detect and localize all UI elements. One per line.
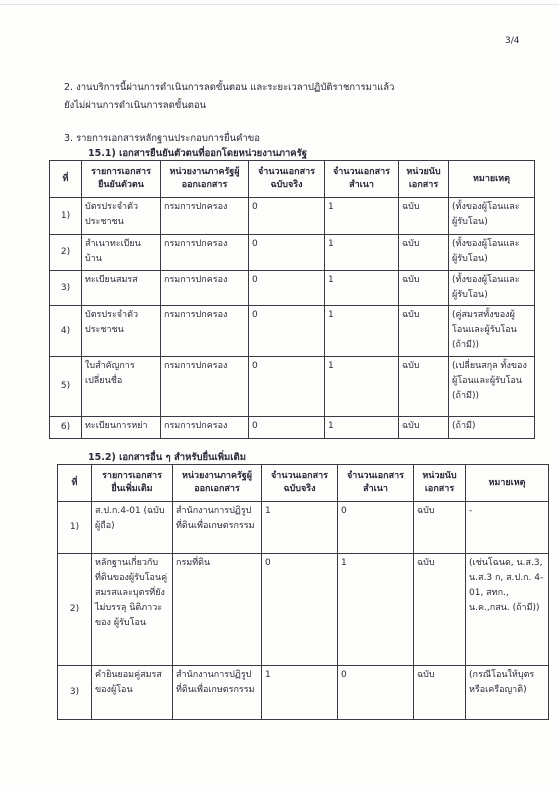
table-row	[58, 502, 549, 554]
col-header-note: หมายเหตุ	[449, 161, 535, 198]
top-rule	[0, 4, 559, 5]
row-note: (ถ้ามี)	[449, 417, 535, 439]
row-copy: 1	[325, 417, 399, 439]
row-document: คำยินยอมคู่สมรสของผู้โอน	[92, 666, 173, 720]
row-document: ทะเบียนสมรส	[82, 271, 161, 306]
row-unit: ฉบับ	[399, 417, 449, 439]
table-row	[50, 235, 535, 271]
row-note: (เปลี่ยนสกุล ทั้งของผู้โอนและผู้รับโอน (ถ้ามี))	[449, 357, 535, 417]
page-number: 3/4	[505, 36, 520, 46]
col-header-unit: หน่วยนับ เอกสาร	[414, 465, 466, 502]
row-unit: ฉบับ	[414, 502, 466, 554]
row-note: (ทั้งของผู้โอนและผู้รับโอน)	[449, 235, 535, 271]
row-agency: กรมการปกครอง	[161, 198, 249, 235]
col-header-document: รายการเอกสาร ยืนยันตัวตน	[82, 161, 161, 198]
row-original: 1	[262, 502, 338, 554]
col-header-note: หมายเหตุ	[466, 465, 549, 502]
col-header-copy-count: จำนวนเอกสาร สำเนา	[338, 465, 414, 502]
row-unit: ฉบับ	[399, 357, 449, 417]
row-agency: สำนักงานการปฏิรูปที่ดินเพื่อเกษตรกรรม	[173, 666, 262, 720]
row-unit: ฉบับ	[414, 554, 466, 666]
row-note: (ทั้งของผู้โอนและผู้รับโอน)	[449, 198, 535, 235]
table-header-row	[58, 465, 549, 502]
row-unit: ฉบับ	[399, 306, 449, 357]
table-row	[58, 666, 549, 720]
row-no: 5)	[50, 357, 82, 417]
col-header-no: ที่	[50, 161, 82, 198]
subsection-15-1-heading: 15.1) เอกสารยืนยันตัวตนที่ออกโดยหน่วยงานภาครัฐ	[88, 148, 308, 159]
row-no: 2)	[58, 554, 92, 666]
row-document: หลักฐานเกี่ยวกับที่ดินของผู้รับโอนคู่สมรสและบุตรที่ยังไม่บรรลุ นิติภาวะของ ผู้รับโอน	[92, 554, 173, 666]
row-agency: กรมการปกครอง	[161, 357, 249, 417]
row-no: 3)	[58, 666, 92, 720]
row-copy: 1	[325, 306, 399, 357]
row-document: บัตรประจำตัวประชาชน	[82, 306, 161, 357]
row-copy: 0	[338, 502, 414, 554]
row-no: 1)	[50, 198, 82, 235]
row-document: ใบสำคัญการเปลี่ยนชื่อ	[82, 357, 161, 417]
col-header-unit: หน่วยนับ เอกสาร	[399, 161, 449, 198]
row-no: 1)	[58, 502, 92, 554]
row-no: 3)	[50, 271, 82, 306]
row-note: (กรณีโอนให้บุตรหรือเครือญาติ)	[466, 666, 549, 720]
row-document: ส.ป.ก.4-01 (ฉบับผู้ถือ)	[92, 502, 173, 554]
col-header-no: ที่	[58, 465, 92, 502]
additional-documents-table	[57, 464, 549, 720]
table-row	[50, 306, 535, 357]
row-copy: 0	[338, 666, 414, 720]
row-original: 0	[249, 198, 325, 235]
row-original: 0	[249, 271, 325, 306]
row-agency: กรมการปกครอง	[161, 235, 249, 271]
row-original: 0	[249, 235, 325, 271]
row-original: 0	[249, 417, 325, 439]
table-row	[50, 357, 535, 417]
row-note: (เช่นโฉนด, น.ส.3, น.ส.3 ก, ส.ป.ก. 4-01, สทก., น.ค.,กสน. (ถ้ามี))	[466, 554, 549, 666]
col-header-original-count: จำนวนเอกสาร ฉบับจริง	[249, 161, 325, 198]
col-header-agency: หน่วยงานภาครัฐผู้ ออกเอกสาร	[173, 465, 262, 502]
row-agency: กรมการปกครอง	[161, 271, 249, 306]
row-note: (ทั้งของผู้โอนและผู้รับโอน)	[449, 271, 535, 306]
row-no: 2)	[50, 235, 82, 271]
row-original: 0	[249, 357, 325, 417]
row-document: ทะเบียนการหย่า	[82, 417, 161, 439]
row-original: 0	[249, 306, 325, 357]
row-copy: 1	[325, 271, 399, 306]
row-unit: ฉบับ	[399, 235, 449, 271]
table-row	[50, 417, 535, 439]
row-copy: 1	[325, 235, 399, 271]
row-unit: ฉบับ	[399, 198, 449, 235]
row-note: (คู่สมรสทั้งของผู้โอนและผู้รับโอน (ถ้ามี))	[449, 306, 535, 357]
row-unit: ฉบับ	[414, 666, 466, 720]
row-copy: 1	[338, 554, 414, 666]
row-document: สำเนาทะเบียนบ้าน	[82, 235, 161, 271]
row-agency: กรมการปกครอง	[161, 306, 249, 357]
row-no: 6)	[50, 417, 82, 439]
col-header-agency: หน่วยงานภาครัฐผู้ ออกเอกสาร	[161, 161, 249, 198]
table-header-row	[50, 161, 535, 198]
col-header-document: รายการเอกสาร ยื่นเพิ่มเติม	[92, 465, 173, 502]
table-row	[50, 271, 535, 306]
row-original: 1	[262, 666, 338, 720]
row-no: 4)	[50, 306, 82, 357]
table-row	[58, 554, 549, 666]
row-unit: ฉบับ	[399, 271, 449, 306]
row-agency: กรมที่ดิน	[173, 554, 262, 666]
row-agency: สำนักงานการปฏิรูปที่ดินเพื่อเกษตรกรรม	[173, 502, 262, 554]
row-copy: 1	[325, 198, 399, 235]
subsection-15-2-heading: 15.2) เอกสารอื่น ๆ สำหรับยื่นเพิ่มเติม	[88, 452, 246, 463]
row-note: -	[466, 502, 549, 554]
row-original: 0	[262, 554, 338, 666]
row-copy: 1	[325, 357, 399, 417]
row-agency: กรมการปกครอง	[161, 417, 249, 439]
section-2-heading: 2. งานบริการนี้ผ่านการดำเนินการลดขั้นตอน และระยะเวลาปฏิบัติราชการมาแล้ว	[64, 82, 395, 93]
col-header-copy-count: จำนวนเอกสาร สำเนา	[325, 161, 399, 198]
identity-documents-table	[49, 160, 535, 439]
section-3-heading: 3. รายการเอกสารหลักฐานประกอบการยื่นคำขอ	[64, 133, 260, 144]
section-2-text: ยังไม่ผ่านการดำเนินการลดขั้นตอน	[64, 100, 207, 111]
col-header-original-count: จำนวนเอกสาร ฉบับจริง	[262, 465, 338, 502]
table-row	[50, 198, 535, 235]
row-document: บัตรประจำตัวประชาชน	[82, 198, 161, 235]
